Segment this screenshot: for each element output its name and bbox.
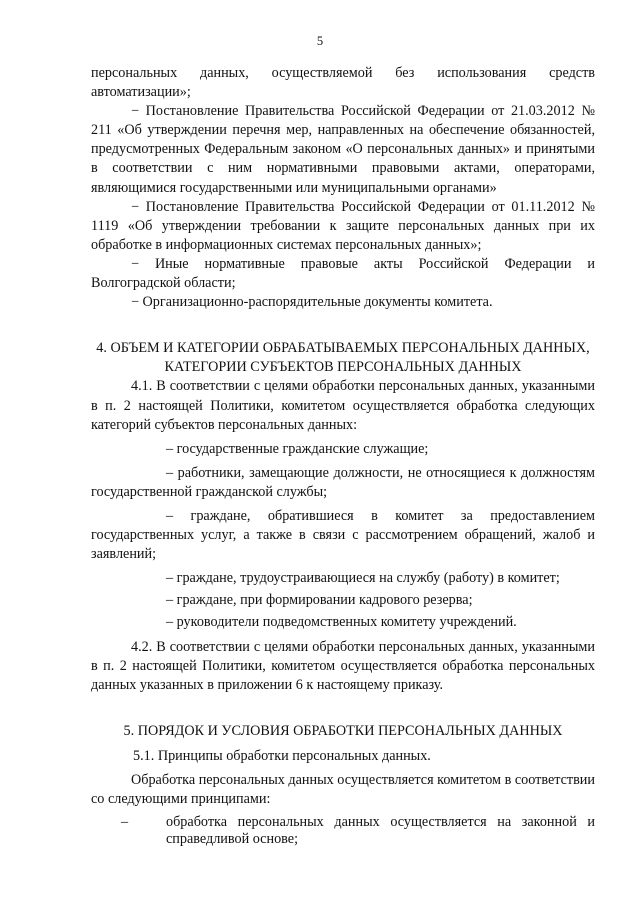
- category-item-4: – граждане, трудоустраивающиеся на службу (работу) в комитет;: [166, 570, 560, 587]
- paragraph-4-2: 4.2. В соответствии с целями обработки персональных данных, указанными в п. 2 настоящей Политики, комитетом осуществляется обработка персональных данных указанных в приложении 6 к настоящему приказу.: [91, 638, 595, 693]
- paragraph-4-1: 4.1. В соответствии с целями обработки персональных данных, указанными в п. 2 настоящей Политики, комитетом осуществляется обработка следующих категорий субъектов персональных данных:: [91, 378, 595, 433]
- section-5-heading: 5. ПОРЯДОК И УСЛОВИЯ ОБРАБОТКИ ПЕРСОНАЛЬНЫХ ДАННЫХ: [123, 722, 563, 739]
- list-dash: –: [121, 814, 129, 831]
- category-item-3: – граждане, обратившиеся в комитет за предоставлением государственных услуг, а также в связи с рассмотрением обращений, жалоб и заявлений;: [91, 507, 595, 563]
- category-item-5: – граждане, при формировании кадрового резерва;: [166, 592, 473, 609]
- document-body: [91, 64, 595, 848]
- paragraph-5-principles: Обработка персональных данных осуществляется комитетом в соответствии со следующими принципами:: [91, 772, 595, 808]
- principle-item-1: [91, 814, 595, 848]
- category-item-2: – работники, замещающие должности, не относящиеся к должностям государственной гражданской службы;: [91, 464, 595, 500]
- paragraph-other-acts: − Иные нормативные правовые акты Российской Федерации и Волгоградской области;: [91, 255, 595, 292]
- paragraph-resolution-1119: − Постановление Правительства Российской Федерации от 01.11.2012 № 1119 «Об утверждении требовании к защите персональных данных при их обработке в информационных системах персональных данных»;: [91, 198, 595, 253]
- paragraph-5-1: 5.1. Принципы обработки персональных данных.: [133, 747, 431, 764]
- principle-item-1-text: обработка персональных данных осуществляется на законной и справедливой основе;: [166, 814, 595, 848]
- paragraph-continuation: персональных данных, осуществляемой без использования средств автоматизации»;: [91, 65, 595, 101]
- category-item-1: – государственные гражданские служащие;: [166, 440, 429, 457]
- page-number: 5: [316, 34, 324, 48]
- paragraph-resolution-211: − Постановление Правительства Российской Федерации от 21.03.2012 № 211 «Об утверждении перечня мер, направленных на обеспечение обязанностей, предусмотренных Федеральным законом «О персональных данных» и принятыми в соответствии с ним нормативными правовыми актами, операторами, являющимися государственными или муниципальными органами»: [91, 103, 595, 196]
- category-item-6: – руководители подведомственных комитету учреждений.: [166, 614, 517, 631]
- section-4-heading: 4. ОБЪЕМ И КАТЕГОРИИ ОБРАБАТЫВАЕМЫХ ПЕРСОНАЛЬНЫХ ДАННЫХ, КАТЕГОРИИ СУБЪЕКТОВ ПЕРСОНАЛЬНЫХ ДАННЫХ: [96, 340, 590, 376]
- paragraph-org-documents: − Организационно-распорядительные документы комитета.: [131, 294, 493, 311]
